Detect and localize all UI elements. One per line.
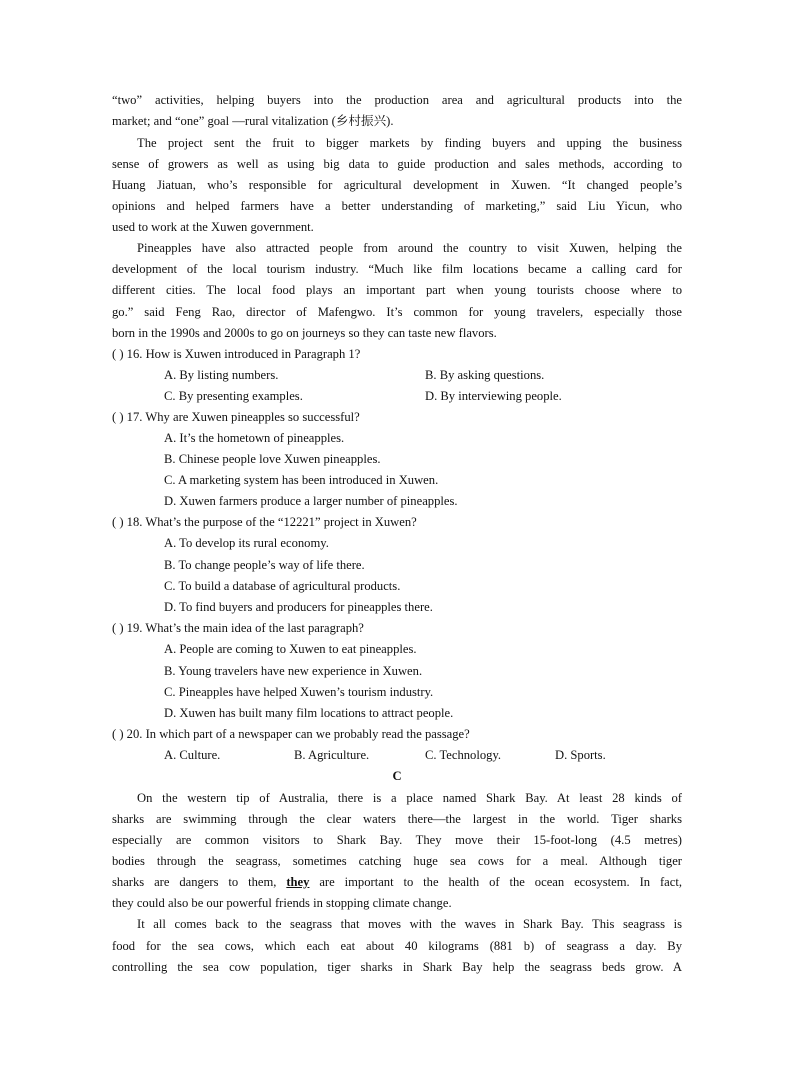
question-option: A. To develop its rural economy.	[164, 536, 329, 550]
text-line: especially are common visitors to Shark Bay. They move their 15-foot-long (4.5 metres)	[112, 833, 682, 847]
question-option: A. It’s the hometown of pineapples.	[164, 431, 345, 445]
question-option: C. By presenting examples.	[164, 389, 303, 403]
section-heading: C	[392, 769, 402, 783]
question-option: D. Xuwen farmers produce a larger number of pineapples.	[164, 494, 458, 508]
text-line: On the western tip of Australia, there is a place named Shark Bay. At least 28 kinds of	[137, 791, 682, 805]
question-option: B. Agriculture.	[294, 748, 370, 762]
question-stem: ( ) 16. How is Xuwen introduced in Paragraph 1?	[112, 347, 361, 361]
question-stem: ( ) 17. Why are Xuwen pineapples so successful?	[112, 410, 360, 424]
text-line: controlling the sea cow population, tiger sharks in Shark Bay help the seagrass beds grow. A	[112, 960, 682, 974]
question-option: C. Pineapples have helped Xuwen’s tourism industry.	[164, 685, 434, 699]
text-line: used to work at the Xuwen government.	[112, 220, 314, 234]
question-option: D. Sports.	[555, 748, 606, 762]
text-line: opinions and helped farmers have a better understanding of marketing,” said Liu Yicun, who	[112, 199, 682, 213]
question-stem: ( ) 19. What’s the main idea of the last paragraph?	[112, 621, 364, 635]
question-option: B. Young travelers have new experience in Xuwen.	[164, 664, 423, 678]
question-option: C. Technology.	[425, 748, 502, 762]
text-line: born in the 1990s and 2000s to go on journeys so they can taste new flavors.	[112, 326, 497, 340]
underlined-word: they	[286, 875, 310, 889]
text-line: sharks are swimming through the clear waters there—the largest in the world. Tiger sharks	[112, 812, 682, 826]
text-line: “two” activities, helping buyers into the production area and agricultural products into the	[112, 93, 682, 107]
text-line: food for the sea cows, which each eat about 40 kilograms (881 b) of seagrass a day. By	[112, 939, 682, 953]
question-option: B. By asking questions.	[425, 368, 545, 382]
question-option: B. Chinese people love Xuwen pineapples.	[164, 452, 381, 466]
text-line	[112, 874, 682, 890]
text-segment: are important to the health of the ocean ecosystem. In fact,	[309, 875, 682, 889]
text-line: bodies through the seagrass, sometimes catching huge sea cows for a meal. Although tiger	[112, 854, 682, 868]
text-line: market; and “one” goal —rural vitalization (乡村振兴).	[112, 114, 394, 128]
question-option: A. Culture.	[164, 748, 221, 762]
question-stem: ( ) 18. What’s the purpose of the “12221” project in Xuwen?	[112, 515, 417, 529]
text-segment: sharks are dangers to them,	[112, 875, 287, 889]
text-line: sense of growers as well as using big data to guide production and sales methods, according to	[112, 157, 682, 171]
text-line: development of the local tourism industry. “Much like film locations became a calling card for	[112, 262, 682, 276]
text-line: Huang Jiatuan, who’s responsible for agricultural development in Xuwen. “It changed people’s	[112, 178, 682, 192]
question-option: D. By interviewing people.	[425, 389, 562, 403]
question-option: B. To change people’s way of life there.	[164, 558, 365, 572]
text-line: Pineapples have also attracted people from around the country to visit Xuwen, helping the	[137, 241, 682, 255]
text-line: The project sent the fruit to bigger markets by finding buyers and upping the business	[137, 136, 682, 150]
question-option: D. Xuwen has built many film locations to attract people.	[164, 706, 454, 720]
question-option: C. To build a database of agricultural products.	[164, 579, 401, 593]
text-line: they could also be our powerful friends in stopping climate change.	[112, 896, 452, 910]
text-line: different cities. The local food plays an important part when young tourists choose where to	[112, 283, 682, 297]
question-option: A. People are coming to Xuwen to eat pineapples.	[164, 642, 417, 656]
text-line: go.” said Feng Rao, director of Mafengwo. It’s common for young travelers, especially those	[112, 305, 682, 319]
question-option: C. A marketing system has been introduced in Xuwen.	[164, 473, 439, 487]
text-line: It all comes back to the seagrass that moves with the waves in Shark Bay. This seagrass is	[137, 917, 682, 931]
question-stem: ( ) 20. In which part of a newspaper can we probably read the passage?	[112, 727, 470, 741]
question-option: A. By listing numbers.	[164, 368, 279, 382]
question-option: D. To find buyers and producers for pineapples there.	[164, 600, 433, 614]
